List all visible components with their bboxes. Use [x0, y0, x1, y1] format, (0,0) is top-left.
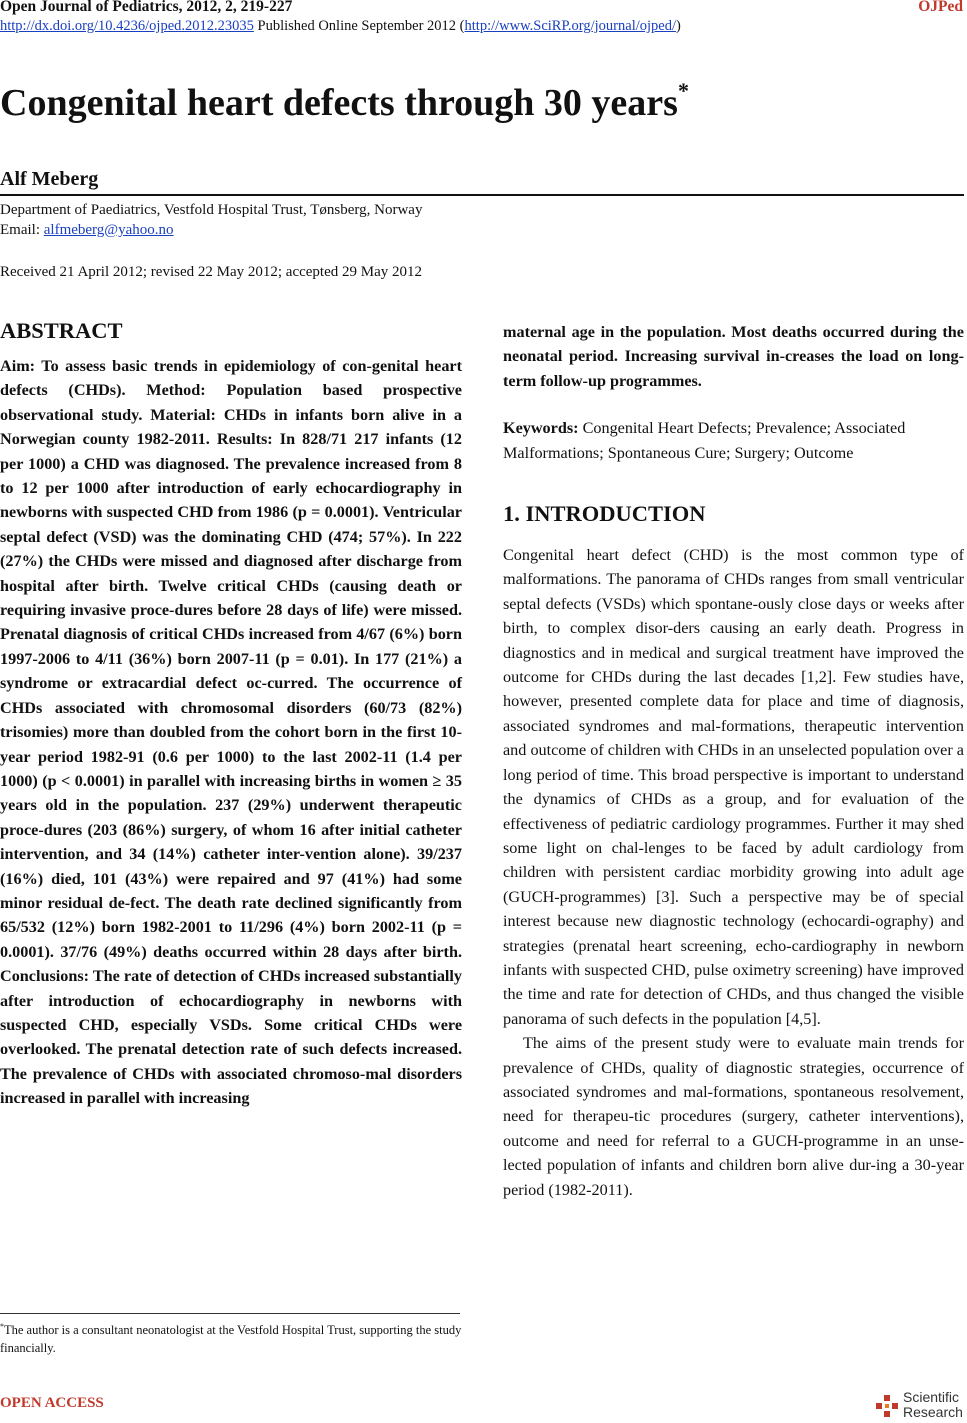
received-dates: Received 21 April 2012; revised 22 May 2012; accepted 29 May 2012: [0, 264, 422, 280]
paper-title-text: Congenital heart defects through 30 years: [0, 82, 678, 124]
keywords: [503, 416, 964, 465]
scirp-logo-icon: [875, 1394, 899, 1418]
footnote-divider: [0, 1313, 460, 1314]
footnote: [0, 1318, 462, 1357]
logo-line-2: Research: [903, 1404, 963, 1420]
introduction-paragraph-2: The aims of the present study were to evaluate main trends for prevalence of CHDs, quality of diagnostic strategies, occurrence of associated syndromes and mal-formations, spontaneous resolvement, need for therapeu-tic procedures (surgery, catheter interventions), outcome and need for referral to a GUCH-programme in an unse-lected population of infants and children born alive dur-ing a 30-year period (1982-2011).: [503, 1034, 964, 1199]
abstract-heading: ABSTRACT: [0, 318, 123, 343]
publisher-name: [903, 1390, 963, 1420]
open-access-label: OPEN ACCESS: [0, 1395, 104, 1411]
paper-title: [0, 78, 689, 125]
email-link[interactable]: alfmeberg@yahoo.no: [43, 222, 174, 238]
doi-line: [0, 18, 681, 35]
journal-citation: Open Journal of Pediatrics, 2012, 2, 219-227: [0, 0, 293, 15]
keywords-label: Keywords:: [503, 419, 579, 438]
introduction-heading: 1. INTRODUCTION: [503, 501, 706, 527]
email-line: [0, 222, 174, 239]
right-column: [503, 320, 964, 1202]
title-footnote-marker: *: [677, 78, 689, 103]
introduction-body: [503, 543, 964, 1202]
author-name: Alf Meberg: [0, 168, 99, 190]
abstract-text: Aim: To assess basic trends in epidemiology of con-genital heart defects (CHDs). Method: Population based prospective observational study. Material: CHDs in infants born alive in a Norwegian county 1982-2011. Results: In 828/71 217 infants (12 per 1000) a CHD was diagnosed. The prevalence increased from 8 to 12 per 1000 after introduction of early echocardiography in newborns with suspected CHD from 1986 (p = 0.0001). Ventricular septal defect (VSD) was the dominating CHD (474; 57%). In 222 (27%) the CHDs were missed and diagnosed after discharge from hospital after birth. Twelve critical CHDs (causing death or requiring invasive proce-dures before 28 days of life) were missed. Prenatal diagnosis of critical CHDs increased from 4/67 (6%) born 1997-2006 to 4/11 (36%) born 2007-11 (p = 0.01). In 177 (21%) a syndrome or extracardial defect oc-curred. The occurrence of CHDs associated with chromosomal disorders (60/73 (82%) trisomies) more than doubled from the cohort born in the first 10-year period 1982-91 (0.6 per 1000) to the last 2002-11 (1.4 per 1000) (p < 0.0001) in parallel with increasing births in women ≥ 35 years old in the population. 237 (29%) underwent therapeutic proce-dures (203 (86%) surgery, of whom 16 after initial catheter intervention, and 34 (14%) catheter inter-vention alone). 39/237 (16%) died, 101 (43%) were repaired and 97 (41%) had some minor residual de-fect. The death rate declined significantly from 65/532 (12%) born 1982-2001 to 11/296 (4%) born 2002-11 (p = 0.0001). 37/76 (49%) deaths occurred within 28 days after birth. Conclusions: The rate of detection of CHDs increased substantially after introduction of echocardiography in newborns with suspected CHD, especially VSDs. Some critical CHDs were overlooked. The prenatal detection rate of such defects increased. The prevalence of CHDs with associated chromoso-mal disorders increased in parallel with increasing: [0, 357, 462, 1108]
affiliation: Department of Paediatrics, Vestfold Hospital Trust, Tønsberg, Norway: [0, 202, 423, 218]
close-paren: ): [676, 18, 681, 34]
left-column: [0, 316, 462, 1111]
published-text: Published Online September 2012 (: [253, 18, 465, 34]
author-divider: [0, 194, 964, 196]
abstract-continuation: maternal age in the population. Most deaths occurred during the neonatal period. Increasing survival in-creases the load on long-term follow-up programmes.: [503, 323, 964, 390]
publisher-logo: [875, 1390, 967, 1422]
journal-url-link[interactable]: http://www.SciRP.org/journal/ojped/: [464, 18, 676, 34]
footnote-text: The author is a consultant neonatologist at the Vestfold Hospital Trust, supporting the study financially.: [0, 1323, 462, 1356]
footnote-marker: *: [0, 1322, 4, 1331]
introduction-paragraph-1: Congenital heart defect (CHD) is the most common type of malformations. The panorama of CHDs ranges from small ventricular septal defects (VSDs) which spontane-ously close days or weeks after birth, to complex disor-ders causing an early death. Progress in diagnostics and in medical and surgical treatment have improved the outcome for CHDs during the last decades [1,2]. Few studies have, however, presented complete data for place and time of diagnosis, associated syndromes and mal-formations, therapeutic intervention and outcome of children with CHDs in an unselected population over a long period of time. This broad perspective is important to understand the dynamics of CHDs as a group, and for evaluation of the effectiveness of pediatric cardiology programmes. Further it may shed some light on chal-lenges to be faced by adult cardiology from children with persistent cardiac morbidity growing into adult age (GUCH-programmes) [3]. Such a perspective may be of special interest because new diagnostic technology (echocardi-ography) and strategies (prenatal heart screening, echo-cardiography in newborn infants with suspected CHD, pulse oximetry screening) have improved the time and rate for detection of CHDs, and thus changed the visible panorama of such defects in the population [4,5].: [503, 546, 964, 1028]
doi-link[interactable]: http://dx.doi.org/10.4236/ojped.2012.23035: [0, 18, 254, 34]
email-label: Email:: [0, 222, 44, 238]
journal-abbreviation: OJPed: [918, 0, 963, 15]
keywords-text: Congenital Heart Defects; Prevalence; Associated Malformations; Spontaneous Cure; Surgery; Outcome: [503, 419, 906, 462]
logo-line-1: Scientific: [903, 1389, 960, 1405]
